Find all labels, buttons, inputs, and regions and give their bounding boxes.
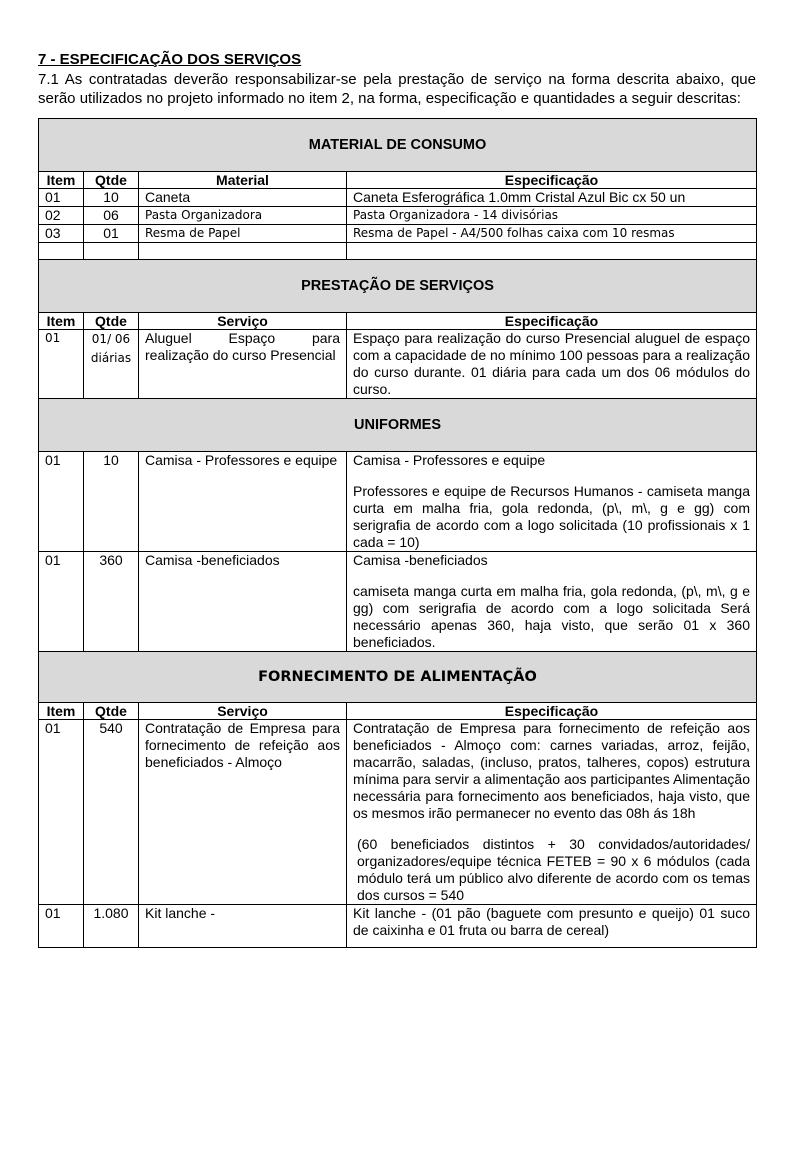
empty-cell — [139, 243, 347, 260]
header-spec: Especificação — [347, 172, 757, 189]
section-row — [39, 119, 757, 172]
cell-spec: Caneta Esferográfica 1.0mm Cristal Azul Bic cx 50 un — [347, 189, 757, 207]
section-row — [39, 399, 757, 452]
header-item: Item — [39, 703, 84, 720]
spec-body: camiseta manga curta em malha fria, gola redonda, (p\, m\, g e gg) com serigrafia de acordo com a logo solicitada Será necessário apenas 360, haja visto, que serão 01 x 360 beneficiados. — [353, 583, 750, 650]
header-spec: Especificação — [347, 703, 757, 720]
cell-qtde: 360 — [84, 552, 139, 652]
cell-item: 02 — [39, 207, 84, 225]
cell-qtde: 10 — [84, 452, 139, 552]
table-row — [39, 330, 757, 399]
spec-title: Camisa -beneficiados — [353, 552, 488, 568]
section-heading: 7 - ESPECIFICAÇÃO DOS SERVIÇOS — [38, 51, 302, 68]
cell-material: Resma de Papel — [139, 225, 347, 243]
document-page — [38, 50, 756, 948]
cell-spec: Resma de Papel - A4/500 folhas caixa com 10 resmas — [347, 225, 757, 243]
cell-item: 01 — [39, 452, 84, 552]
header-item: Item — [39, 172, 84, 189]
spec-body: Professores e equipe de Recursos Humanos - camiseta manga curta em malha fria, gola redonda, (p\, m\, g e gg) com serigrafia de acordo com a logo solicitada (10 profissionais x 1 cada = 10) — [353, 483, 750, 550]
spec-title: Camisa - Professores e equipe — [353, 452, 546, 468]
spacer — [353, 569, 750, 583]
header-qtde: Qtde — [84, 313, 139, 330]
cell-servico: Camisa -beneficiados — [139, 552, 347, 652]
specification-table — [38, 118, 757, 948]
header-item: Item — [39, 313, 84, 330]
spec-body-2: (60 beneficiados distintos + 30 convidados/autoridades/ organizadores/equipe técnica FETEB = 90 x 6 módulos (cada módulo terá um público alvo diferente de acordo com os temas dos cursos = 540 — [357, 836, 750, 903]
section-title-servicos: PRESTAÇÃO DE SERVIÇOS — [39, 260, 757, 313]
header-row — [39, 172, 757, 189]
section-title-uniformes: UNIFORMES — [39, 399, 757, 452]
table-row — [39, 207, 757, 225]
cell-qtde: 540 — [84, 720, 139, 905]
cell-servico: Aluguel Espaço para realização do curso Presencial — [139, 330, 347, 399]
cell-spec: Kit lanche - (01 pão (baguete com presunto e queijo) 01 suco de caixinha e 01 fruta ou barra de cereal) — [347, 905, 757, 948]
empty-cell — [84, 243, 139, 260]
spacer — [353, 822, 750, 836]
cell-spec — [347, 720, 757, 905]
cell-item: 01 — [39, 720, 84, 905]
table-row — [39, 452, 757, 552]
header-material: Material — [139, 172, 347, 189]
spacer — [353, 469, 750, 483]
empty-cell — [347, 243, 757, 260]
section-title-alimentacao: FORNECIMENTO DE ALIMENTAÇÃO — [39, 652, 757, 703]
header-row — [39, 313, 757, 330]
cell-servico: Camisa - Professores e equipe — [139, 452, 347, 552]
cell-qtde: 06 — [84, 207, 139, 225]
cell-item: 01 — [39, 330, 84, 399]
section-row — [39, 260, 757, 313]
cell-material: Caneta — [139, 189, 347, 207]
table-row — [39, 720, 757, 905]
cell-item: 01 — [39, 552, 84, 652]
table-row — [39, 225, 757, 243]
spec-body: Contratação de Empresa para fornecimento de refeição aos beneficiados - Almoço com: carnes variadas, arroz, feijão, macarrão, saladas, (incluso, pratos, talheres, copos) estrutura mínima para servir a alimentação aos participantes Alimentação necessária para fornecimento aos beneficiados, haja visto, que os mesmos irão permanecer no evento das 08h ás 18h — [353, 720, 750, 821]
cell-servico: Contratação de Empresa para fornecimento de refeição aos beneficiados - Almoço — [139, 720, 347, 905]
header-qtde: Qtde — [84, 172, 139, 189]
cell-item: 03 — [39, 225, 84, 243]
cell-servico: Kit lanche - — [139, 905, 347, 948]
table-row — [39, 905, 757, 948]
empty-row — [39, 243, 757, 260]
section-title-material: MATERIAL DE CONSUMO — [39, 119, 757, 172]
cell-item: 01 — [39, 189, 84, 207]
empty-cell — [39, 243, 84, 260]
intro-paragraph: 7.1 As contratadas deverão responsabilizar-se pela prestação de serviço na forma descrita abaixo, que serão utilizados no projeto informado no item 2, na forma, especificação e quantidades a seguir descritas: — [38, 71, 756, 107]
cell-qtde: 10 — [84, 189, 139, 207]
cell-qtde: 01/ 06 diárias — [84, 330, 139, 399]
header-spec: Especificação — [347, 313, 757, 330]
cell-qtde: 1.080 — [84, 905, 139, 948]
cell-item: 01 — [39, 905, 84, 948]
cell-material: Pasta Organizadora — [139, 207, 347, 225]
cell-spec: Pasta Organizadora - 14 divisórias — [347, 207, 757, 225]
header-qtde: Qtde — [84, 703, 139, 720]
table-row — [39, 552, 757, 652]
cell-spec — [347, 452, 757, 552]
table-row — [39, 189, 757, 207]
cell-spec — [347, 552, 757, 652]
section-row — [39, 652, 757, 703]
header-servico: Serviço — [139, 313, 347, 330]
header-row — [39, 703, 757, 720]
cell-spec: Espaço para realização do curso Presencial aluguel de espaço com a capacidade de no mínimo 100 pessoas para a realização do curso durante. 01 diária para cada um dos 06 módulos do curso. — [347, 330, 757, 399]
cell-qtde: 01 — [84, 225, 139, 243]
header-servico: Serviço — [139, 703, 347, 720]
